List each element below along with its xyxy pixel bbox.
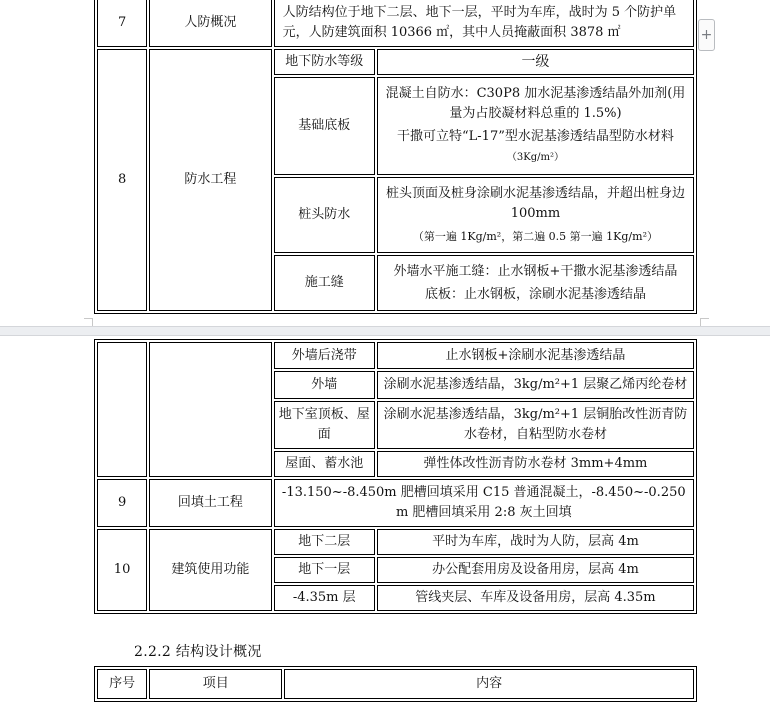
row-item-empty bbox=[149, 342, 271, 477]
row-item: 防水工程 bbox=[149, 49, 271, 311]
table-row bbox=[97, 479, 694, 527]
row-number-empty bbox=[97, 342, 147, 477]
header-content: 内容 bbox=[284, 669, 694, 699]
cont-label: 地下室顶板、屋面 bbox=[274, 401, 375, 449]
row-content: 人防结构位于地下二层、地下一层，平时为车库，战时为 5 个防护单元，人防建筑面积 10366 ㎡，其中人员掩蔽面积 3878 ㎡ bbox=[274, 0, 694, 47]
row-item: 建筑使用功能 bbox=[149, 529, 271, 611]
row-item: 人防概况 bbox=[149, 0, 271, 47]
cont-label: 屋面、蓄水池 bbox=[274, 451, 375, 477]
foundation-content bbox=[377, 77, 694, 175]
table-row bbox=[97, 669, 694, 699]
header-no: 序号 bbox=[97, 669, 147, 699]
foundation-text-2a: 干撒可立特“L-17”型水泥基渗透结晶型防水材料 bbox=[397, 129, 674, 144]
row-number: 7 bbox=[97, 0, 147, 47]
foundation-text-1: 混凝土自防水：C30P8 加水泥基渗透结晶外加剂(用量为占胶凝材料总重的 1.5%) bbox=[385, 86, 686, 121]
foundation-text-2 bbox=[382, 127, 689, 168]
waterproof-grade-label: 地下防水等级 bbox=[274, 49, 375, 75]
page-separator bbox=[0, 326, 770, 336]
cont-label: 外墙后浇带 bbox=[274, 342, 375, 369]
row-number: 9 bbox=[97, 479, 147, 527]
waterproof-grade-value: 一级 bbox=[377, 49, 694, 75]
joint-text-2: 底板：止水钢板，涂刷水泥基渗透结晶 bbox=[424, 286, 646, 302]
function-value: 办公配套用房及设备用房，层高 4m bbox=[377, 557, 694, 583]
section-heading: 2.2.2 结构设计概况 bbox=[134, 644, 262, 660]
cont-value: 弹性体改性沥青防水卷材 3mm+4mm bbox=[377, 451, 694, 477]
add-row-button[interactable]: + bbox=[698, 19, 715, 51]
function-label: 地下二层 bbox=[274, 529, 375, 555]
joint-label: 施工缝 bbox=[274, 255, 375, 311]
document-page-top bbox=[0, 0, 770, 326]
pile-text-1: 桩头顶面及桩身涂刷水泥基渗透结晶，并超出桩身边 100mm bbox=[385, 185, 685, 221]
header-item: 项目 bbox=[149, 669, 282, 699]
foundation-text-2b: （3Kg/m²） bbox=[506, 152, 564, 163]
overview-table-bottom bbox=[94, 339, 697, 614]
pile-label: 桩头防水 bbox=[274, 177, 375, 253]
joint-text-1: 外墙水平施工缝：止水钢板+干撒水泥基渗透结晶 bbox=[393, 263, 678, 279]
joint-content bbox=[377, 255, 694, 311]
function-value: 管线夹层、车库及设备用房，层高 4.35m bbox=[377, 585, 694, 611]
overview-table-top bbox=[94, 0, 697, 314]
table-row bbox=[97, 342, 694, 369]
table-row bbox=[97, 0, 694, 47]
pile-content bbox=[377, 177, 694, 253]
row-content: -13.150~-8.450m 肥槽回填采用 C15 普通混凝土，-8.450~-0.250m 肥槽回填采用 2:8 灰土回填 bbox=[274, 479, 694, 527]
pile-text-2: （第一遍 1Kg/m²，第二遍 0.5 第一遍 1Kg/m²） bbox=[412, 229, 658, 243]
function-label: 地下一层 bbox=[274, 557, 375, 583]
function-value: 平时为车库，战时为人防，层高 4m bbox=[377, 529, 694, 555]
function-label: -4.35m 层 bbox=[274, 585, 375, 611]
row-number: 8 bbox=[97, 49, 147, 311]
structure-table-header bbox=[94, 666, 697, 702]
table-row bbox=[97, 529, 694, 555]
document-page-bottom bbox=[0, 336, 770, 691]
cont-value: 涂刷水泥基渗透结晶，3kg/m²+1 层聚乙烯丙纶卷材 bbox=[377, 371, 694, 399]
row-item: 回填土工程 bbox=[149, 479, 271, 527]
cont-value: 止水钢板+涂刷水泥基渗透结晶 bbox=[377, 342, 694, 369]
row-number: 10 bbox=[97, 529, 147, 611]
cont-value: 涂刷水泥基渗透结晶，3kg/m²+1 层铜胎改性沥青防水卷材，自粘型防水卷材 bbox=[377, 401, 694, 449]
cont-label: 外墙 bbox=[274, 371, 375, 399]
table-row bbox=[97, 49, 694, 75]
foundation-label: 基础底板 bbox=[274, 77, 375, 175]
